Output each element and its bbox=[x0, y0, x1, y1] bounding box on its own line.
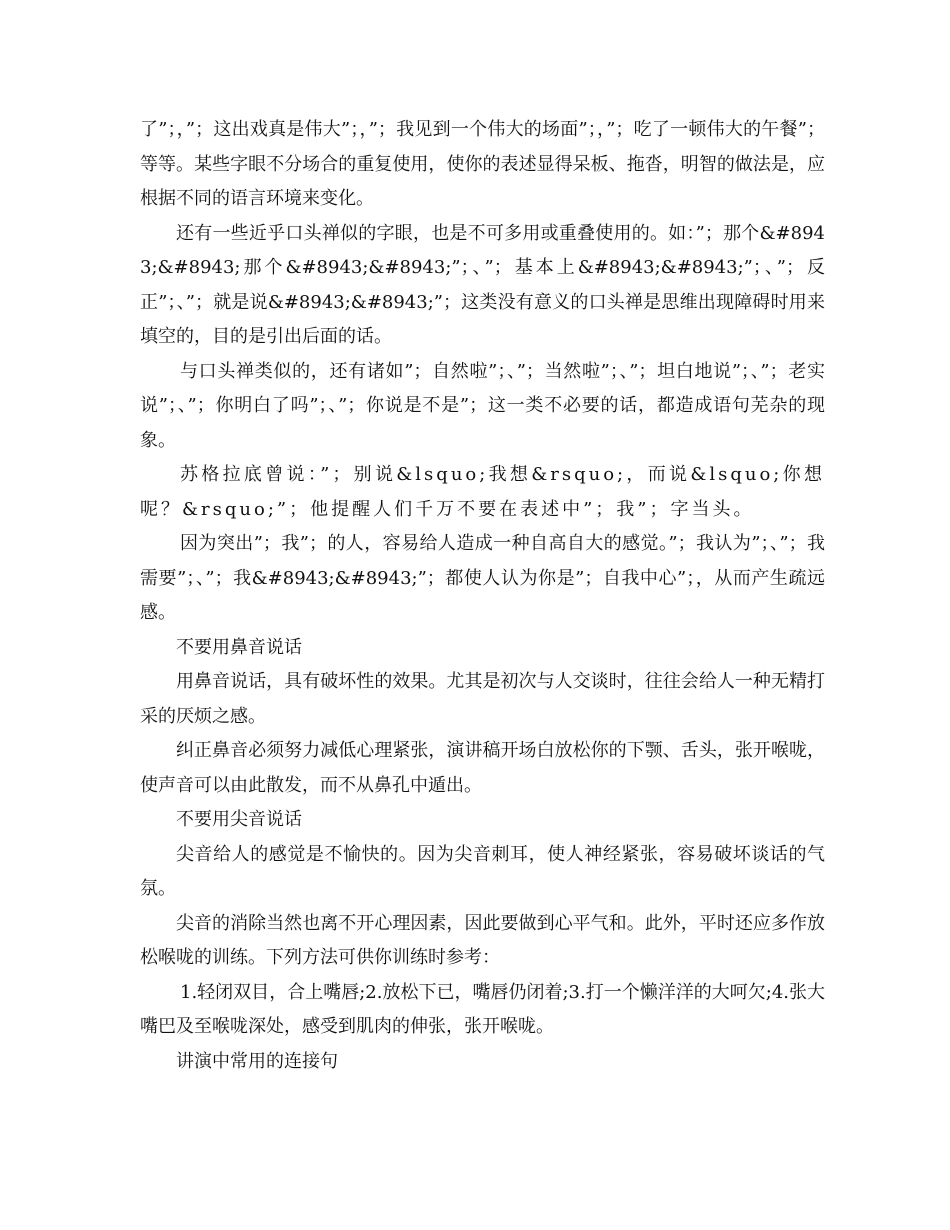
paragraph-nasal-correction: 纠正鼻音必须努力减低心理紧张，演讲稿开场白放松你的下颚、舌头，张开喉咙，使声音可以由此散发，而不从鼻孔中遁出。 bbox=[140, 740, 825, 796]
paragraph-socrates-quote: 苏格拉底曾说：”；别说&lsquo;我想&rsquo;，而说&lsquo;你想呢？&rsquo;”；他提醒人们千万不要在表述中”；我”；字当头。 bbox=[140, 464, 825, 520]
section-heading-nasal: 不要用鼻音说话 bbox=[176, 636, 302, 658]
paragraph-training-steps: 1.轻闭双目，合上嘴唇;2.放松下已，嘴唇仍闭着;3.打一个懒洋洋的大呵欠;4.张大嘴巴及至喉咙深处，感受到肌肉的伸张，张开喉咙。 bbox=[140, 981, 825, 1037]
section-heading-connectives: 讲演中常用的连接句 bbox=[176, 1050, 338, 1072]
paragraph-shrill-effect: 尖音给人的感觉是不愉快的。因为尖音刺耳，使人神经紧张，容易破坏谈话的气氛。 bbox=[140, 843, 825, 899]
document-body bbox=[140, 113, 825, 1079]
paragraph-filler-words: 还有一些近乎口头禅似的字眼，也是不可多用或重叠使用的。如：”；那个&#8943;&#8943;那个&#8943;&#8943;”；、”；基本上&#8943;&#8943;”；、”；反正”；、”；就是说&#8943;&#8943;”；这类没有意义的口头禅是思维出现障碍时用来填空的，目的是引出后面的话。 bbox=[140, 222, 825, 347]
paragraph-repetition: 了”；，”；这出戏真是伟大”；，”；我见到一个伟大的场面”；，”；吃了一顿伟大的午餐”；等等。某些字眼不分场合的重复使用，使你的表述显得呆板、拖沓，明智的做法是，应根据不同的语言环境来变化。 bbox=[140, 119, 825, 209]
paragraph-unnecessary-phrases: 与口头禅类似的，还有诸如”；自然啦”；、”；当然啦”；、”；坦白地说”；、”；老实说”；、”；你明白了吗”；、”；你说是不是”；这一类不必要的话，都造成语句芜杂的现象。 bbox=[140, 360, 825, 451]
paragraph-shrill-correction: 尖音的消除当然也离不开心理因素，因此要做到心平气和。此外，平时还应多作放松喉咙的训练。下列方法可供你训练时参考： bbox=[140, 912, 825, 968]
paragraph-self-centered: 因为突出”；我”；的人，容易给人造成一种自高自大的感觉。”；我认为”；、”；我需要”；、”；我&#8943;&#8943;”；都使人认为你是”；自我中心”；，从而产生疏远感。 bbox=[140, 533, 825, 623]
paragraph-nasal-effect: 用鼻音说话，具有破坏性的效果。尤其是初次与人交谈时，往往会给人一种无精打采的厌烦之感。 bbox=[140, 671, 825, 727]
section-heading-shrill: 不要用尖音说话 bbox=[176, 809, 302, 830]
